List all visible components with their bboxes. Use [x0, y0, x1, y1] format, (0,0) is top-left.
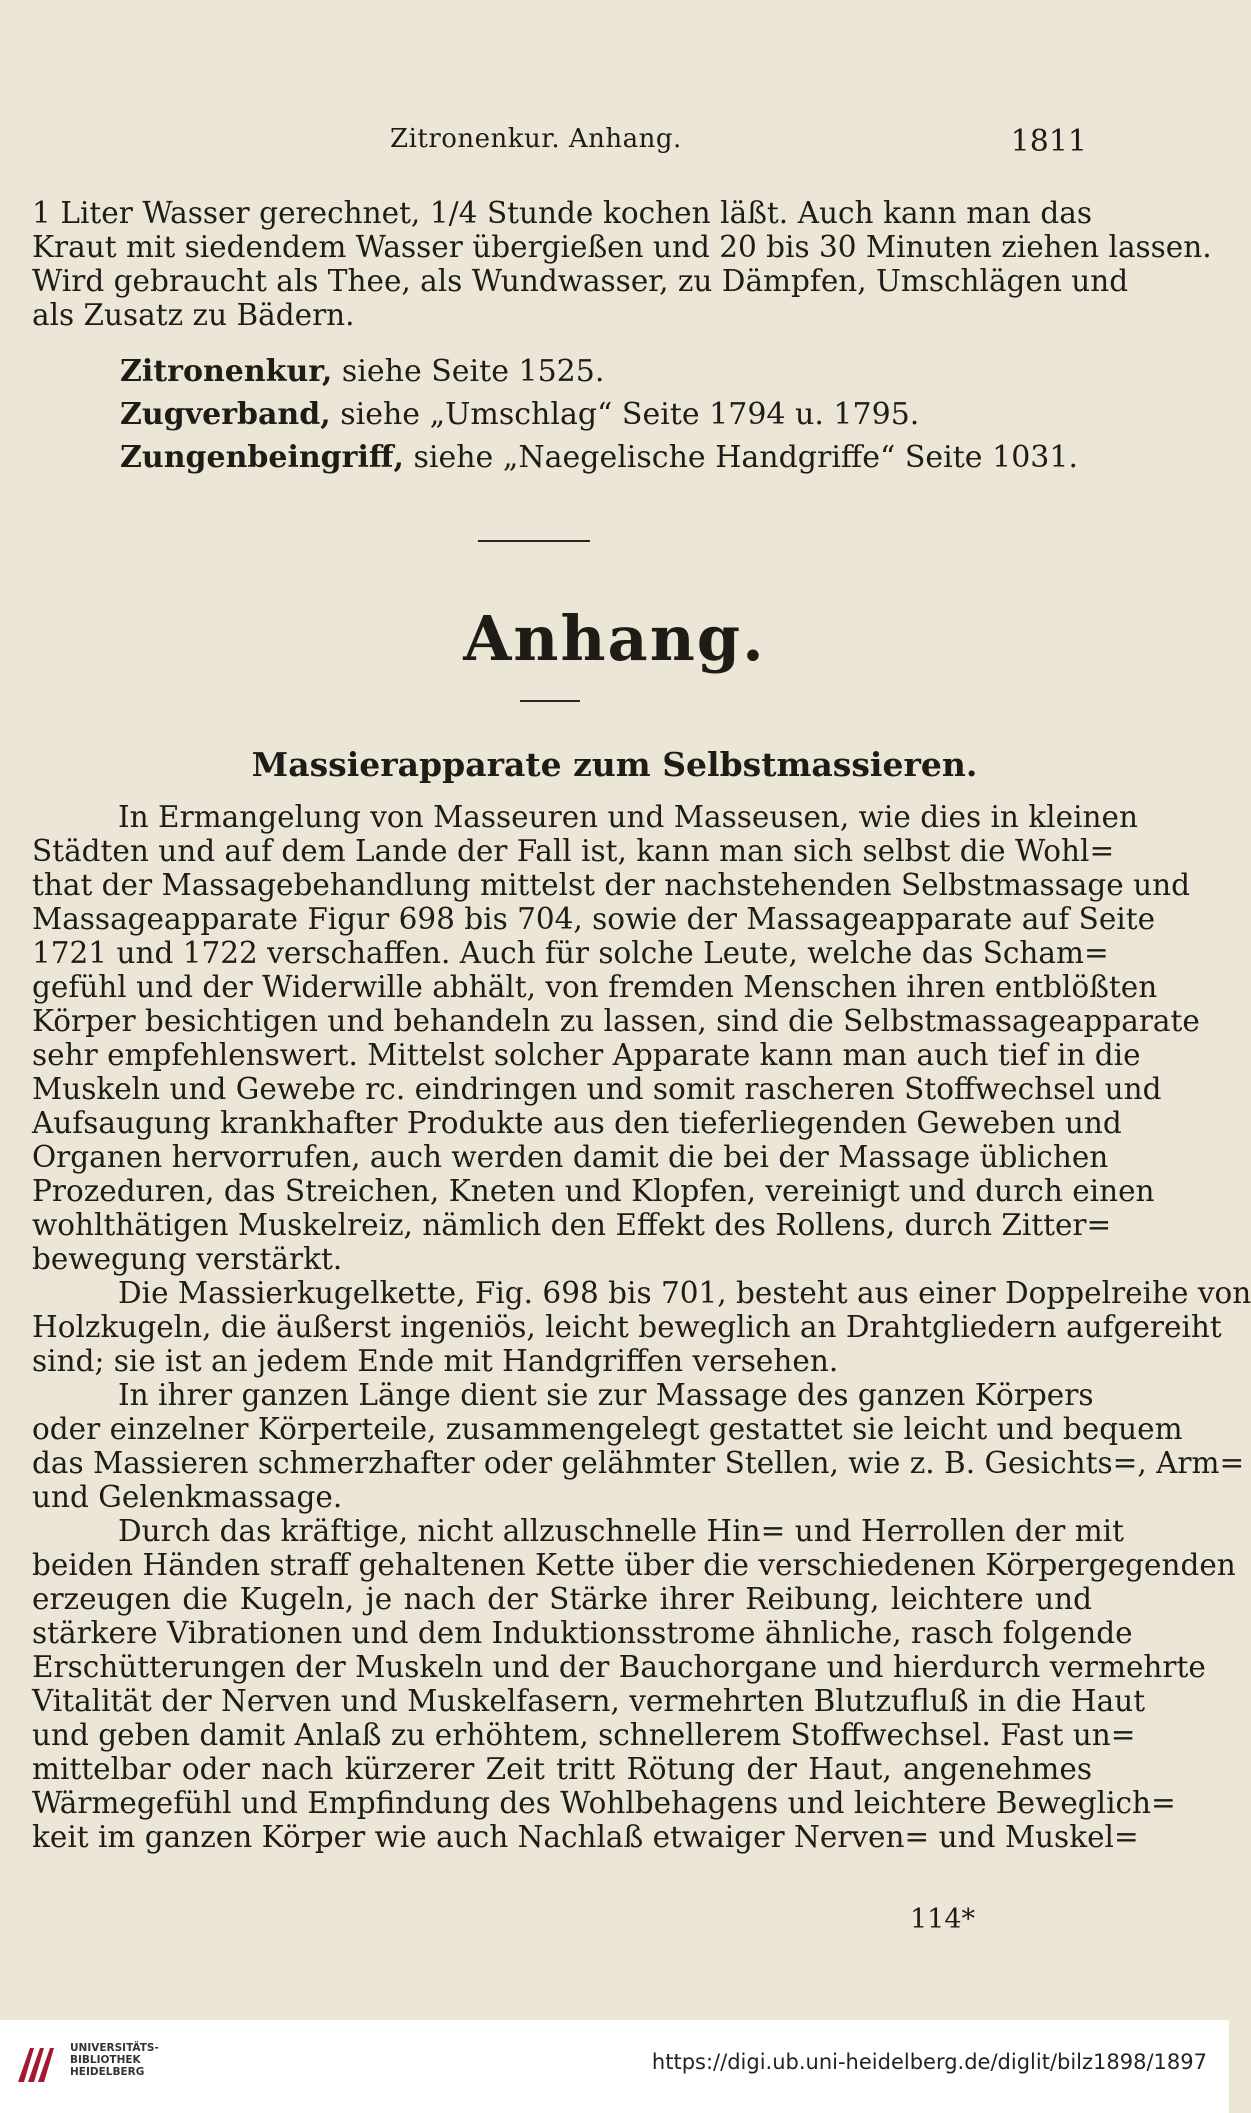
text-line: stärkere Vibrationen und dem Induktionsstrome ähnliche, rasch folgende — [32, 1616, 1133, 1650]
text-line: Wärmegefühl und Empfindung des Wohlbehagens und leichtere Beweglich= — [32, 1786, 1176, 1820]
reference-text: siehe Seite 1525. — [332, 354, 605, 389]
text-line: Wird gebraucht als Thee, als Wundwasser, zu Dämpfen, Umschlägen und — [32, 264, 1129, 298]
reference-term: Zitronenkur, — [120, 354, 333, 389]
text-line: 1721 und 1722 verschaffen. Auch für solche Leute, welche das Scham= — [32, 936, 1109, 970]
text-line: Kraut mit siedendem Wasser übergießen und 20 bis 30 Minuten ziehen lassen. — [32, 230, 1212, 264]
text-line: Muskeln und Gewebe rc. eindringen und somit rascheren Stoffwechsel und — [32, 1072, 1162, 1106]
text-line: bewegung verstärkt. — [32, 1242, 343, 1276]
text-line: Prozeduren, das Streichen, Kneten und Klopfen, vereinigt und durch einen — [32, 1174, 1155, 1208]
reference-term: Zungenbeingriff, — [120, 440, 404, 475]
text-line: Massageapparate Figur 698 bis 704, sowie der Massageapparate auf Seite — [32, 902, 1156, 936]
text-line: sind; sie ist an jedem Ende mit Handgriffen versehen. — [32, 1344, 839, 1378]
text-line: erzeugen die Kugeln, je nach der Stärke ihrer Reibung, leichtere und — [32, 1582, 1092, 1616]
reference-list — [120, 350, 1080, 479]
reference-term: Zugverband, — [120, 397, 331, 432]
reference-entry — [120, 436, 1080, 479]
text-line: mittelbar oder nach kürzerer Zeit tritt Rötung der Haut, angenehmes — [32, 1752, 1092, 1786]
text-line: Körper besichtigen und behandeln zu lassen, sind die Selbstmassageapparate — [32, 1004, 1200, 1038]
reference-text: siehe „Naegelische Handgriffe“ Seite 1031. — [403, 440, 1078, 475]
text-line: gefühl und der Widerwille abhält, von fremden Menschen ihren entblößten — [32, 970, 1158, 1004]
section-title: Massierapparate zum Selbstmassieren. — [251, 745, 978, 784]
text-line: beiden Händen straff gehaltenen Kette über die verschiedenen Körpergegenden — [32, 1548, 1236, 1582]
running-header — [0, 124, 1229, 164]
text-line: Holzkugeln, die äußerst ingeniös, leicht beweglich an Drahtgliedern aufgereiht — [32, 1310, 1222, 1344]
text-line: sehr empfehlenswert. Mittelst solcher Apparate kann man auch tief in die — [32, 1038, 1141, 1072]
text-line: Vitalität der Nerven und Muskelfasern, vermehrten Blutzufluß in die Haut — [32, 1684, 1146, 1718]
title-divider — [520, 700, 580, 702]
text-line: that der Massagebehandlung mittelst der nachstehenden Selbstmassage und — [32, 868, 1190, 902]
text-line: und geben damit Anlaß zu erhöhtem, schnellerem Stoffwechsel. Fast un= — [32, 1718, 1136, 1752]
reference-entry — [120, 393, 1080, 436]
text-line: Organen hervorrufen, auch werden damit die bei der Massage üblichen — [32, 1140, 1109, 1174]
library-name: UNIVERSITÄTS- BIBLIOTHEK HEIDELBERG — [70, 2042, 159, 2078]
text-line: In ihrer ganzen Länge dient sie zur Massage des ganzen Körpers — [118, 1378, 1094, 1412]
body-text — [32, 800, 1251, 1854]
text-line: wohlthätigen Muskelreiz, nämlich den Effekt des Rollens, durch Zitter= — [32, 1208, 1112, 1242]
intro-paragraph — [32, 196, 1212, 332]
signature-mark: 114* — [910, 1904, 976, 1935]
appendix-title: Anhang. — [463, 602, 766, 675]
text-line: Durch das kräftige, nicht allzuschnelle Hin= und Herrollen der mit — [118, 1514, 1124, 1548]
footer-bar — [0, 2020, 1229, 2113]
text-line: als Zusatz zu Bädern. — [32, 298, 355, 332]
text-line: In Ermangelung von Masseuren und Masseusen, wie dies in kleinen — [118, 800, 1138, 834]
text-line: und Gelenkmassage. — [32, 1480, 343, 1514]
reference-text: siehe „Umschlag“ Seite 1794 u. 1795. — [330, 397, 920, 432]
running-title: Zitronenkur. Anhang. — [390, 124, 682, 154]
reference-entry — [120, 350, 1080, 393]
text-line: das Massieren schmerzhafter oder gelähmter Stellen, wie z. B. Gesichts=, Arm= — [32, 1446, 1245, 1480]
page-number: 1811 — [1010, 124, 1087, 159]
text-line: 1 Liter Wasser gerechnet, 1/4 Stunde kochen läßt. Auch kann man das — [32, 196, 1092, 230]
university-logo-icon — [14, 2042, 60, 2088]
text-line: oder einzelner Körperteile, zusammengelegt gestattet sie leicht und bequem — [32, 1412, 1183, 1446]
text-line: keit im ganzen Körper wie auch Nachlaß etwaiger Nerven= und Muskel= — [32, 1820, 1139, 1854]
text-line: Aufsaugung krankhafter Produkte aus den tieferliegenden Geweben und — [32, 1106, 1122, 1140]
text-line: Städten und auf dem Lande der Fall ist, kann man sich selbst die Wohl= — [32, 834, 1115, 868]
text-line: Erschütterungen der Muskeln und der Bauchorgane und hierdurch vermehrte — [32, 1650, 1206, 1684]
source-link[interactable]: https://digi.ub.uni-heidelberg.de/diglit/bilz1898/1897 — [651, 2050, 1207, 2074]
section-divider — [478, 540, 590, 542]
text-line: Die Massierkugelkette, Fig. 698 bis 701, besteht aus einer Doppelreihe von — [118, 1276, 1251, 1310]
